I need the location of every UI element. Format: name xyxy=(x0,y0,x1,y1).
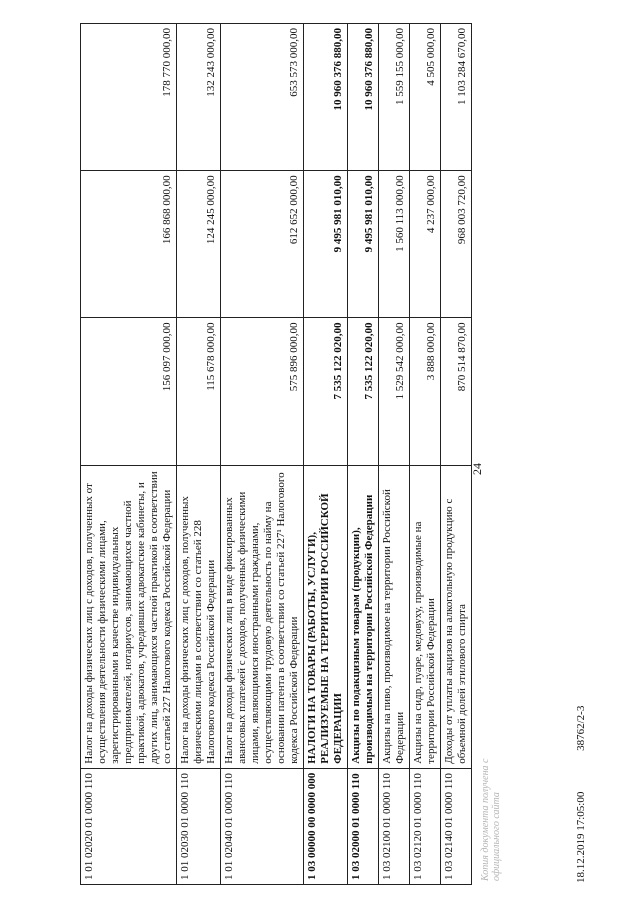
footer-timestamp: 18.12.2019 17:05:00 xyxy=(575,791,587,883)
table-row xyxy=(379,24,410,885)
page-number: 24 xyxy=(470,463,484,475)
row-value-2021: 1 560 113 000,00 xyxy=(379,171,410,318)
row-code: 1 03 00000 00 0000 000 xyxy=(304,768,348,884)
row-value-2022: 1 559 155 000,00 xyxy=(379,24,410,171)
row-value-2021: 124 245 000,00 xyxy=(177,171,221,318)
row-code: 1 01 02040 01 0000 110 xyxy=(221,768,304,884)
table-row xyxy=(81,24,177,885)
watermark-line: официального сайта xyxy=(491,792,502,881)
row-value-2022: 178 770 000,00 xyxy=(81,24,177,171)
row-value-2021: 612 652 000,00 xyxy=(221,171,304,318)
row-value-2020: 7 535 122 020,00 xyxy=(304,318,348,465)
row-value-2020: 575 896 000,00 xyxy=(221,318,304,465)
row-value-2020: 870 514 870,00 xyxy=(441,318,472,465)
row-value-2020: 156 097 000,00 xyxy=(81,318,177,465)
row-value-2021: 4 237 000,00 xyxy=(410,171,441,318)
row-value-2022: 132 243 000,00 xyxy=(177,24,221,171)
row-name: Акцизы по подакцизным товарам (продукции), производимым на территории Российской Федерации xyxy=(348,465,379,768)
watermark-line: Копия документа получена с xyxy=(480,758,491,881)
row-name: Налог на доходы физических лиц с доходов, полученных физическими лицами в соответствии со статьей 228 Налогового кодекса Российской Федерации xyxy=(177,465,221,768)
row-value-2020: 3 888 000,00 xyxy=(410,318,441,465)
row-value-2022: 10 960 376 880,00 xyxy=(304,24,348,171)
row-value-2020: 7 535 122 020,00 xyxy=(348,318,379,465)
row-name: Налог на доходы физических лиц в виде фиксированных авансовых платежей с доходов, полученных физическими лицами, являющимися иностранными гражданами, осуществляющими трудовую деятельность по найму на основании патента в соответствии со статьей 227¹ Налогового кодекса Российской Федерации xyxy=(221,465,304,768)
table-row xyxy=(410,24,441,885)
row-value-2021: 9 495 981 010,00 xyxy=(304,171,348,318)
table-row xyxy=(177,24,221,885)
row-value-2021: 9 495 981 010,00 xyxy=(348,171,379,318)
row-code: 1 01 02030 01 0000 110 xyxy=(177,768,221,884)
row-value-2021: 166 868 000,00 xyxy=(81,171,177,318)
table-row xyxy=(221,24,304,885)
budget-revenue-table xyxy=(80,23,472,885)
row-value-2021: 968 003 720,00 xyxy=(441,171,472,318)
row-value-2022: 10 960 376 880,00 xyxy=(348,24,379,171)
footer-stamp xyxy=(575,668,587,883)
row-value-2022: 4 505 000,00 xyxy=(410,24,441,171)
row-name: Акцизы на сидр, пуаре, медовуху, производимые на территории Российской Федерации xyxy=(410,465,441,768)
row-name: Налог на доходы физических лиц с доходов, полученных от осуществления деятельности физическими лицами, зарегистрированными в качестве индивидуальных предпринимателей, нотариусов, занимающихся частной практикой, адвокатов, учредивших адвокатские кабинеты, и других лиц, занимающихся частной практикой в соответствии со статьей 227 Налогового кодекса Российской Федерации xyxy=(81,465,177,768)
table-row xyxy=(348,24,379,885)
row-code: 1 03 02120 01 0000 110 xyxy=(410,768,441,884)
footer-doc-id: 38762/2-3 xyxy=(575,705,587,751)
row-value-2020: 115 678 000,00 xyxy=(177,318,221,465)
row-code: 1 03 02100 01 0000 110 xyxy=(379,768,410,884)
table-row xyxy=(304,24,348,885)
row-code: 1 01 02020 01 0000 110 xyxy=(81,768,177,884)
row-value-2022: 653 573 000,00 xyxy=(221,24,304,171)
row-name: Доходы от уплаты акцизов на алкогольную продукцию с объемной долей этилового спирта xyxy=(441,465,472,768)
row-value-2020: 1 529 542 000,00 xyxy=(379,318,410,465)
watermark xyxy=(480,681,502,881)
table-row xyxy=(441,24,472,885)
row-code: 1 03 02140 01 0000 110 xyxy=(441,768,472,884)
row-value-2022: 1 103 284 670,00 xyxy=(441,24,472,171)
row-name: НАЛОГИ НА ТОВАРЫ (РАБОТЫ, УСЛУГИ), РЕАЛИЗУЕМЫЕ НА ТЕРРИТОРИИ РОССИЙСКОЙ ФЕДЕРАЦИИ xyxy=(304,465,348,768)
row-code: 1 03 02000 01 0000 110 xyxy=(348,768,379,884)
row-name: Акцизы на пиво, производимое на территории Российской Федерации xyxy=(379,465,410,768)
